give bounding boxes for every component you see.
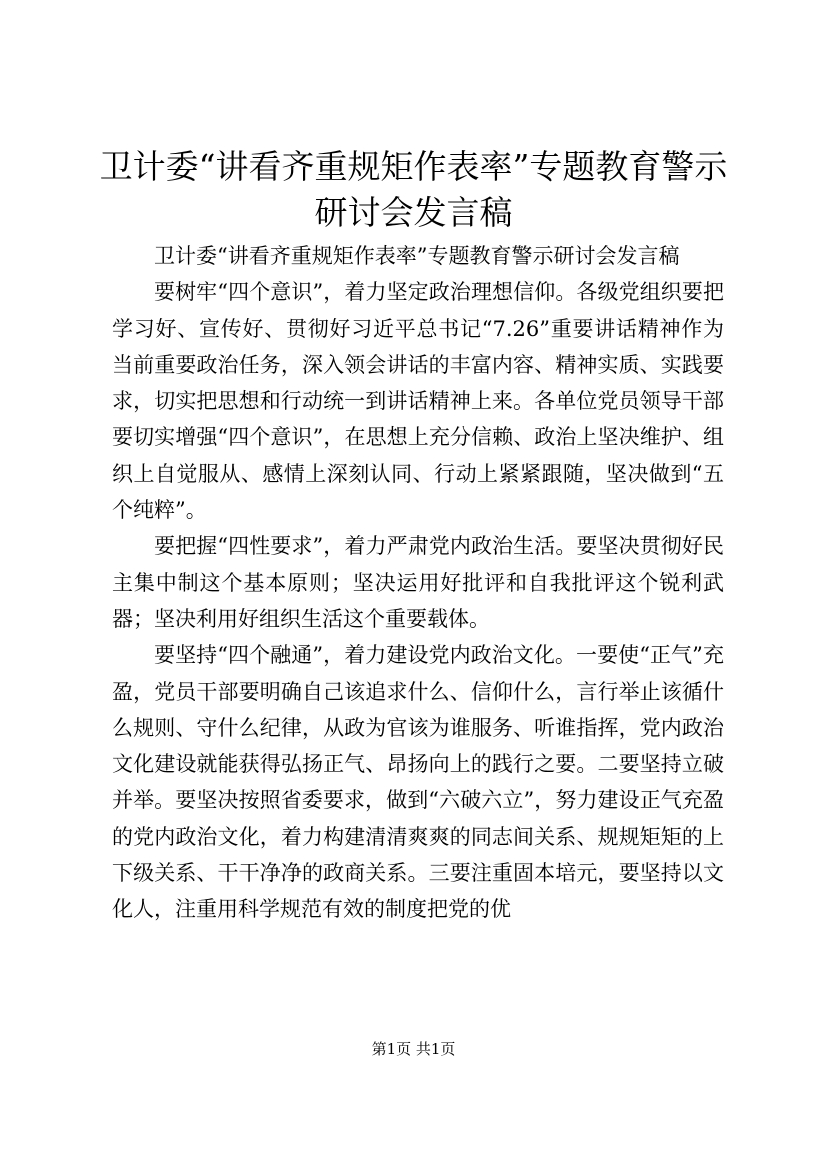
body-paragraph-1: 卫计委“讲看齐重规矩作表率”专题教育警示研讨会发言稿 bbox=[154, 244, 680, 268]
document-title-line-2: 研讨会发言稿 bbox=[314, 193, 513, 232]
body-paragraph-4: 要坚持“四个融通”，着力建设党内政治文化。一要使“正气”充盈，党员干部要明确自己该追求什么、信仰什么，言行举止该循什么规则、守什么纪律，从政为官该为谁服务、听谁指挥，党内政治文化建设就能获得弘扬正气、昂扬向上的践行之要。二要坚持立破并举。要坚决按照省委要求，做到“六破六立”，努力建设正气充盈的党内政治文化，着力构建清清爽爽的同志间关系、规规矩矩的上下级关系、干干净净的政商关系。三要注重固本培元，要坚持以文化人，注重用科学规范有效的制度把党的优 bbox=[112, 643, 724, 922]
body-paragraph-3: 要把握“四性要求”，着力严肃党内政治生活。要坚决贯彻好民主集中制这个基本原则；坚决运用好批评和自我批评这个锐利武器；坚决利用好组织生活这个重要载体。 bbox=[112, 534, 724, 631]
body-paragraph-2: 要树牢“四个意识”，着力坚定政治理想信仰。各级党组织要把学习好、宣传好、贯彻好习近平总书记“7.26”重要讲话精神作为当前重要政治任务，深入领会讲话的丰富内容、精神实质、实践要求，切实把思想和行动统一到讲话精神上来。各单位党员领导干部要切实增强“四个意识”，在思想上充分信赖、政治上坚决维护、组织上自觉服从、感情上深刻认同、行动上紧紧跟随，坚决做到“五个纯粹”。 bbox=[112, 280, 724, 523]
document-title-line-1: 卫计委“讲看齐重规矩作表率”专题教育警示 bbox=[99, 147, 728, 186]
page-footer: 第1页 共1页 bbox=[371, 1040, 456, 1058]
document-body bbox=[112, 238, 724, 928]
